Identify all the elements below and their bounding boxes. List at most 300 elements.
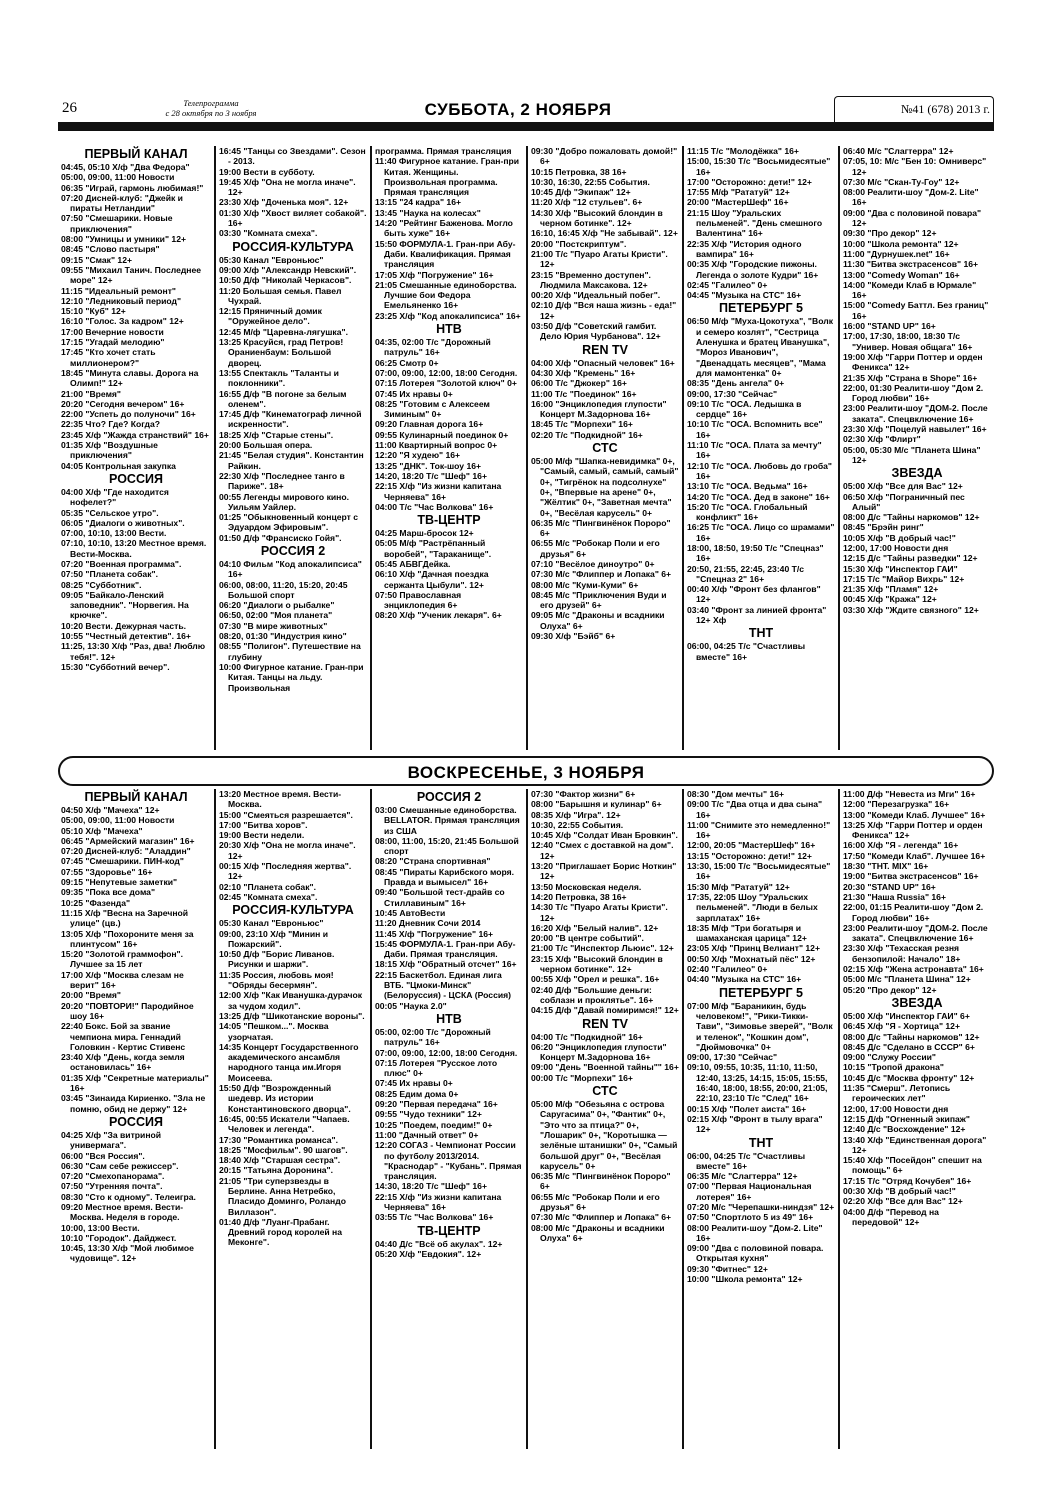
- program-item: 07:20 М/с "Черепашки-ниндзя" 12+: [687, 1201, 835, 1212]
- program-item: 14:20 Петровка, 38 16+: [531, 891, 627, 902]
- sunday-columns: [58, 789, 994, 1449]
- program-item: 06:05 "Диалоги о животных".: [61, 517, 185, 528]
- channel-heading: ПЕРВЫЙ КАНАЛ: [84, 790, 188, 804]
- header-subtitle: [156, 98, 266, 118]
- program-item: 04:00 Д/ф "Перевод на передовой" 12+: [843, 1206, 939, 1227]
- program-item: 15:20 Т/с "ОСА. Глобальный конфликт" 16+: [687, 501, 808, 523]
- program-item: 04:35, 02:00 Т/с "Дорожный патруль" 16+: [375, 337, 491, 358]
- program-item: 14:00 "Комеди Клаб в Юрмале" 16+: [843, 279, 977, 301]
- program-item: 16:25 Т/с "ОСА. Лицо со шрамами" 16+: [687, 522, 835, 543]
- program-item: 10:00 Фигурное катание. Гран-при Китая. Танцы на льду. Произвольная: [219, 661, 364, 693]
- program-item: 11:45 Х/ф "Погружение" 16+: [375, 928, 494, 939]
- program-item: 06:45 "Армейский магазин" 16+: [61, 835, 195, 846]
- program-item: 11:35 Россия, любовь моя! "Обряды бесермян".: [219, 969, 334, 991]
- program-item: 08:25 Едим дома 0+: [375, 1088, 459, 1099]
- program-item: 00:00 Т/с "Морпехи" 16+: [531, 1072, 633, 1083]
- program-item: 04:30 Х/ф "Кремень" 16+: [531, 367, 636, 378]
- program-item: 06:50 М/ф "Муха-Цокотуха", "Волк и семеро козлят", "Сестрица Аленушка и братец Иванушка", "Мороз Иванович", "Двенадцать месяцев", "Мама для мамонтенка" 0+: [687, 316, 834, 378]
- program-item: 15:40 Х/ф "Посейдон" спешит на помощь" 6+: [843, 1155, 982, 1176]
- program-item: 20:20 "Сегодня вечером" 16+: [61, 398, 185, 409]
- program-item: 09:20 "Первая передача" 16+: [375, 1099, 498, 1110]
- program-item: 23:15 Х/ф "Высокий блондин в черном ботинке". 12+: [531, 953, 663, 975]
- program-item: 19:00 Вести в субботу.: [219, 166, 315, 177]
- channel-heading: НТВ: [436, 1011, 462, 1026]
- program-item: 12:40 Д/с "Восхождение" 12+: [843, 1124, 966, 1135]
- program-item: 14:35 Концерт Государственного академического ансамбля народного танца им.Игоря Моисеева.: [219, 1041, 359, 1083]
- channel-heading: REN TV: [582, 342, 628, 357]
- program-item: 04:25 Марш-бросок 12+: [375, 528, 474, 539]
- program-item: 04:25 Х/ф "За витриной универмага".: [61, 1129, 162, 1151]
- program-item: 09:15 "Смак" 12+: [61, 254, 133, 265]
- program-item: 10:30, 22:55 События.: [531, 819, 624, 830]
- program-item: 11:00 "Дачный ответ" 0+: [375, 1129, 479, 1140]
- program-item: 00:50 Х/ф "Мохнатый пёс" 12+: [687, 953, 816, 964]
- program-item: 10:00 "Школа ремонта" 12+: [843, 238, 959, 249]
- program-item: 11:20 Дневник Сочи 2014: [375, 918, 481, 929]
- program-item: 08:45 "Пираты Карибского моря. Правда и вымысел" 16+: [375, 866, 515, 888]
- program-item: 16:00 "Энциклопедия глупости" Концерт М.Задорнова 16+: [531, 398, 667, 420]
- channel-heading: ТНТ: [748, 1135, 774, 1150]
- program-item: 23:30 Х/ф "Техасская резня бензопилой: Начало" 18+: [843, 943, 961, 964]
- program-item: 15:30 М/ф "Рататуй" 12+: [687, 881, 790, 892]
- channel-heading: РОССИЯ 2: [260, 543, 326, 558]
- program-item: 18:25 Х/ф "Старые стены".: [219, 429, 334, 440]
- program-item: 06:25 Смотр 0+: [375, 357, 439, 368]
- program-item: 05:00 Х/ф "Все для Вас" 12+: [843, 481, 963, 492]
- program-item: 07:45 Их нравы 0+: [375, 388, 453, 399]
- program-item: 02:40 "Галилео" 0+: [687, 964, 768, 975]
- program-item: 05:00, 09:00, 11:00 Новости: [61, 172, 175, 183]
- program-item: 07:50 "Планета собак".: [61, 569, 158, 580]
- program-item: 06:20 "Энциклопедия глупости" Концерт М.Задорнова 16+: [531, 1041, 667, 1063]
- program-item: 16:45, 00:55 Искатели "Чапаев. Человек и легенда".: [219, 1113, 350, 1135]
- program-item: 21:30 "Наша Russia" 16+: [843, 891, 946, 902]
- channel-heading: ТВ-ЦЕНТР: [417, 513, 481, 528]
- program-item: 22:40 Бокс. Бой за звание чемпиона мира. Геннадий Головкин - Кертис Стивенс: [61, 1021, 186, 1052]
- sunday-column: [214, 789, 370, 1449]
- channel-heading: ПЕТЕРБУРГ 5: [719, 301, 803, 316]
- program-item: 21:05 Смешанные единоборства. Лучшие бои Федора Емельяненко 16+: [375, 279, 517, 311]
- program-item: 11:25, 13:30 Х/ф "Раз, два! Люблю тебя!". 12+: [61, 641, 206, 662]
- program-item: 10:45 АвтоВести: [375, 907, 446, 918]
- program-item: 22:00, 01:30 Реалити-шоу "Дом 2. Город любви" 16+: [843, 382, 984, 404]
- program-item: 19:00 Вести недели.: [219, 830, 305, 841]
- program-item: 02:20 Х/ф "Все для Вас" 12+: [843, 1196, 963, 1207]
- program-item: 17:50 "Комеди Клаб". Лучшее 16+: [843, 850, 986, 861]
- program-item: 11:00 Квартирный вопрос 0+: [375, 440, 498, 451]
- program-item: 07:55 "Здоровье" 16+: [61, 866, 153, 877]
- program-item: 06:35 М/с "Слагтерра" 12+: [687, 1171, 798, 1182]
- program-item: 08:45 "Слово пастыря": [61, 244, 160, 255]
- program-item: 07:10, 10:10, 13:20 Местное время. Вести-Москва.: [61, 538, 207, 559]
- program-item: 09:05 "Байкало-Ленский заповедник". "Норвегия. На крючке".: [61, 589, 189, 621]
- program-item: 09:05 М/с "Драконы и всадники Олуха" 6+: [531, 610, 665, 631]
- program-item: 07:00 М/ф "Бараникин, будь человеком!", "Рики-Тикки-Тави", "Зимовье зверей", "Волк и теленок", "Кошкин дом", "Дюймовочка" 0+: [687, 1000, 833, 1052]
- channel-heading: REN TV: [582, 1016, 628, 1031]
- program-item: 23:30 Х/ф "Поцелуй навылет" 16+: [843, 424, 987, 435]
- program-item: 10:45 Д/ф "Экипаж" 12+: [531, 187, 631, 198]
- program-item: 13:40 Х/ф "Единственная дорога" 12+: [843, 1134, 987, 1155]
- program-item: 10:25 "Поедем, поедим!" 0+: [375, 1119, 493, 1130]
- program-item: 11:00 "Снимите это немедленно!" 16+: [687, 819, 831, 841]
- program-item: 10:20 Вести. Дежурная часть.: [61, 620, 186, 631]
- program-item: 11:15 Т/с "Молодёжка" 16+: [687, 146, 799, 156]
- program-item: 06:35 М/с "Пингвинёнок Пороро" 6+: [531, 1171, 671, 1192]
- program-item: 15:50 Д/ф "Возрожденный шедевр. Из истории Константиновского дворца".: [219, 1083, 351, 1114]
- program-item: 23:45 Х/ф "Жажда странствий" 16+: [61, 429, 209, 440]
- program-item: 10:05 Х/ф "В добрый час!": [843, 532, 956, 543]
- program-item: 02:15 Х/ф "Фронт в тылу врага" 12+: [687, 1113, 823, 1135]
- program-item: 12:10 Т/с "ОСА. Любовь до гроба" 16+: [687, 460, 833, 481]
- saturday-column: [682, 146, 838, 750]
- program-item: 13:45 "Наука на колесах": [375, 207, 481, 218]
- program-item: 08:25 "Субботник".: [61, 579, 142, 590]
- program-item: 16:00 "STAND UP" 16+: [843, 321, 936, 332]
- program-item: 09:00 "Два с половиной повара. Открытая кухня": [687, 1243, 824, 1264]
- program-item: 08:00 М/с "Драконы и всадники Олуха" 6+: [531, 1222, 665, 1243]
- program-item: 15:10 "Куб" 12+: [61, 306, 126, 317]
- program-item: 03:40 "Фронт за линией фронта" 12+ Хф: [687, 604, 827, 626]
- program-item: 01:50 Д/ф "Франсиско Гойя".: [219, 532, 342, 543]
- program-item: 08:45 Д/с "Сделано в СССР" 6+: [843, 1041, 975, 1052]
- program-item: 06:45 Х/ф "Я - Хортица" 12+: [843, 1021, 960, 1032]
- program-item: 21:35 Х/ф "Пламя" 12+: [843, 584, 939, 595]
- program-item: 19:45 Х/ф "Она не могла иначе". 12+: [219, 176, 356, 198]
- day-title-saturday: СУББОТА, 2 НОЯБРЯ: [424, 100, 612, 119]
- sunday-column: [838, 789, 994, 1449]
- program-item: 01:35 Х/ф "Воздушные приключения": [61, 440, 158, 461]
- program-item: 03:30 "Комната смеха".: [219, 228, 318, 239]
- program-item: 09:55 "Чудо техники" 12+: [375, 1109, 482, 1120]
- program-item: 01:35 Х/ф "Секретные материалы" 16+: [61, 1072, 209, 1094]
- program-item: 08:35 Х/ф "Игра". 12+: [531, 809, 621, 820]
- sunday-column: [58, 789, 214, 1449]
- program-item: 05:00, 05:30 М/с "Планета Шина" 12+: [843, 444, 981, 465]
- program-item: 10:00, 13:00 Вести.: [61, 1222, 140, 1233]
- program-item: 09:10, 09:55, 10:35, 11:10, 11:50, 12:40, 13:25, 14:15, 15:05, 15:55, 16:40, 18:00, 18:55, 20:00, 21:05, 22:10, 23:10 Т/с "След" 16+: [687, 1062, 828, 1104]
- program-item: 12:00, 17:00 Новости дня: [843, 542, 949, 553]
- program-item: 07:50 Православная энциклопедия 6+: [375, 589, 462, 611]
- program-item: 01:25 "Обыкновенный концерт с Эдуардом Эфировым".: [219, 512, 359, 533]
- program-item: 03:55 Т/с "Час Волкова" 16+: [375, 1212, 494, 1223]
- program-item: 15:00 "Comedy Баттл. Без границ" 16+: [843, 300, 989, 321]
- program-item: 13:50 Московская неделя.: [531, 881, 642, 892]
- program-item: 12:15 Д/с "Тайны разведки" 12+: [843, 553, 978, 564]
- program-item: 12:20 СОГАЗ - Чемпионат России по футболу 2013/2014. "Краснодар" - "Кубань". Прямая трансляция.: [375, 1140, 522, 1182]
- program-item: 16:55 Д/ф "В погоне за белым оленем".: [219, 388, 347, 409]
- channel-heading: РОССИЯ-КУЛЬТУРА: [232, 239, 354, 254]
- program-item: 02:10 Д/ф "Вся наша жизнь - еда!" 12+: [531, 300, 677, 321]
- program-item: 17:30 "Романтика романса".: [219, 1134, 338, 1145]
- program-item: 18:15 Х/ф "Обратный отсчет" 16+: [375, 959, 517, 970]
- program-item: 09:30 "Добро пожаловать домой!" 6+: [531, 146, 678, 167]
- program-item: 12:10 "Ледниковый период": [61, 295, 182, 306]
- program-item: 13:25 Д/ф "Шикотанские вороны".: [219, 1010, 365, 1021]
- program-item: 10:10 "Городок". Дайджест.: [61, 1232, 177, 1243]
- program-item: 06:00, 04:25 Т/с "Счастливы вместе" 16+: [687, 1150, 806, 1171]
- program-item: 22:30 Х/ф "Последнее танго в Париже". 18+: [219, 470, 345, 492]
- program-item: 11:10 Т/с "ОСА. Плата за мечту" 16+: [687, 440, 822, 461]
- program-item: 12:00 Х/ф "Как Иванушка-дурачок за чудом ходил".: [219, 990, 363, 1011]
- program-item: 09:40 "Большой тест-драйв со Стиллавиным" 16+: [375, 887, 505, 908]
- program-item: 19:00 "Битва экстрасенсов" 16+: [843, 871, 979, 882]
- program-item: 05:10 Х/ф "Мачеха": [61, 825, 143, 836]
- program-item: 09:10 Т/с "ОСА. Ледышка в сердце" 16+: [687, 398, 802, 420]
- program-item: 16:45 "Танцы со Звездами". Сезон - 2013.: [219, 146, 366, 167]
- program-item: 16:10, 16:45 Х/ф "Не забывай". 12+: [531, 228, 678, 239]
- program-item: 13:00 "Comedy Woman" 16+: [843, 269, 960, 280]
- program-item: 23:40 Х/ф "День, когда земля остановилась" 16+: [61, 1052, 185, 1073]
- program-item: 22:15 Х/ф "Из жизни капитана Черняева" 16+: [375, 1191, 502, 1212]
- program-item: 21:00 Т/с "Инспектор Льюис". 12+: [531, 943, 674, 954]
- program-item: 10:10 Т/с "ОСА. Вспомнить все" 16+: [687, 419, 823, 440]
- program-item: 04:45 "Музыка на СТС" 16+: [687, 290, 802, 301]
- program-item: 14:05 "Пешком...". Москва узорчатая.: [219, 1021, 329, 1042]
- program-item: 08:30 "Сто к одному". Телеигра.: [61, 1191, 196, 1202]
- program-item: 06:35 М/с "Пингвинёнок Пороро" 6+: [531, 517, 671, 539]
- program-item: 15:50 ФОРМУЛА-1. Гран-при Абу-Даби. Квалификация. Прямая трансляция: [375, 238, 516, 270]
- program-item: 11:20 Х/ф "12 стульев". 6+: [531, 197, 643, 208]
- program-item: 09:00, 23:10 Х/ф "Минин и Пожарский".: [219, 928, 328, 949]
- program-item: 16:00 Х/ф "Я - легенда" 16+: [843, 840, 959, 851]
- program-item: 09:30 "Про декор" 12+: [843, 228, 937, 239]
- program-item: 22:00 "Успеть до полуночи" 16+: [61, 409, 196, 420]
- channel-heading: ТВ-ЦЕНТР: [417, 1223, 481, 1238]
- program-item: 00:15 Х/ф "Последняя жертва". 12+: [219, 861, 352, 882]
- program-item: 10:15 Петровка, 38 16+: [531, 166, 627, 177]
- program-item: 21:15 Шоу "Уральских пельменей". "День смешного Валентина" 16+: [687, 207, 823, 239]
- header-rule: [58, 122, 994, 131]
- program-item: 20:30 "STAND UP" 16+: [843, 881, 936, 892]
- sunday-column: [682, 789, 838, 1449]
- program-item: 09:55 Кулинарный поединок 0+: [375, 429, 509, 440]
- program-item: 04:40 "Музыка на СТС" 16+: [687, 974, 802, 985]
- program-item: 06:55 М/с "Робокар Поли и его друзья" 6+: [531, 538, 660, 559]
- program-item: 21:35 Х/ф "Страна в Shope" 16+: [843, 372, 978, 383]
- program-item: 07:00, 09:00, 12:00, 18:00 Сегодня.: [375, 367, 518, 378]
- program-item: 08:00 Д/с "Тайны наркомов" 12+: [843, 1031, 980, 1042]
- program-item: 07:30 "Фактор жизни" 6+: [531, 789, 636, 799]
- program-item: 09:00 "Два с половиной повара" 12+: [843, 207, 982, 229]
- program-item: 20:00 "Время": [61, 990, 122, 1001]
- program-item: 14:20, 18:20 Т/с "Шеф" 16+: [375, 470, 487, 481]
- program-item: 03:45 "Зинаида Кириенко. "Зла не помню, обид не держу" 12+: [61, 1093, 206, 1114]
- program-item: 02:45 "Комната смеха".: [219, 891, 318, 902]
- program-item: 04:00 Х/ф "Где находится нофелет?": [61, 486, 169, 508]
- sunday-column: [526, 789, 682, 1449]
- program-item: 00:30 Х/ф "В добрый час!": [843, 1185, 956, 1196]
- program-item: 04:00 Т/с "Подкидной" 16+: [531, 1031, 643, 1042]
- program-item: 13:20 "Приглашает Борис Ноткин" 12+: [531, 861, 677, 882]
- channel-heading: РОССИЯ 2: [416, 790, 482, 804]
- program-item: 22:35 Х/ф "История одного вампира" 16+: [687, 238, 802, 259]
- program-item: 00:15 Х/ф "Полет аиста" 16+: [687, 1103, 807, 1114]
- program-item: 21:00 Т/с "Пуаро Агаты Кристи". 12+: [531, 248, 668, 270]
- program-item: 08:00, 11:00, 15:20, 21:45 Большой спорт: [375, 835, 519, 857]
- program-item: 17:00 "Осторожно: дети!" 12+: [687, 176, 812, 187]
- program-item: 06:55 М/с "Робокар Поли и его друзья" 6+: [531, 1191, 660, 1212]
- program-item: 11:30 "Битва экстрасенсов" 16+: [843, 259, 979, 270]
- program-item: 05:00 М/ф "Обезьяна с острова Саругасима" 0+, "Фантик" 0+, "Это что за птица?" 0+, "Лошарик" 0+, "Коротышка — зелёные штанишки" 0+, "Самый большой друг" 0+, "Весёлая карусель" 0+: [531, 1099, 678, 1171]
- program-item: 06:40 М/с "Слагтерра" 12+: [843, 146, 954, 156]
- program-item: 05:00, 02:00 Т/с "Дорожный патруль" 16+: [375, 1026, 491, 1048]
- program-item: 09:00 "Служу России": [843, 1052, 936, 1063]
- program-item: 18:30 "ТНТ. MIX" 16+: [843, 861, 929, 872]
- program-item: 18:00, 18:50, 19:50 Т/с "Спецназ" 16+: [687, 542, 824, 564]
- program-item: 12:45 М/ф "Царевна-лягушка".: [219, 326, 348, 337]
- saturday-column: [838, 146, 994, 750]
- program-item: 04:45, 05:10 Х/ф "Два Федора": [61, 162, 190, 172]
- program-item: 22:15 Х/ф "Из жизни капитана Черняева" 16+: [375, 481, 502, 502]
- program-item: 08:20, 01:30 "Индустрия кино": [219, 631, 347, 642]
- program-item: 03:30 Х/ф "Ждите связного" 12+: [843, 604, 979, 615]
- program-item: 06:00 "Вся Россия".: [61, 1150, 145, 1161]
- program-item: 10:50 Д/ф "Борис Ливанов. Рисунки и шаржи".: [219, 949, 335, 970]
- program-item: 07:05, 10: М/с "Бен 10: Омниверс" 12+: [843, 156, 987, 177]
- program-item: 06:20 "Диалоги о рыбалке": [219, 600, 335, 611]
- program-item: 17:15 Т/с "Майор Вихрь" 12+: [843, 573, 965, 584]
- program-item: 11:20 Большая семья. Павел Чухрай.: [219, 285, 342, 306]
- program-item: 08:25 "Готовим с Алексеем Зиминым" 0+: [375, 398, 490, 420]
- program-item: 17:05 Х/ф "Погружение" 16+: [375, 269, 494, 280]
- program-item: 14:30 Т/с "Пуаро Агаты Кристи". 12+: [531, 902, 668, 923]
- saturday-column: [214, 146, 370, 750]
- program-item: 07:00, 09:00, 12:00, 18:00 Сегодня.: [375, 1047, 518, 1058]
- program-item: 03:50 Д/ф "Советский гамбит. Дело Юрия Чурбанова". 12+: [531, 321, 661, 342]
- program-item: 15:20 "Золотой граммофон". Лучшее за 15 лет: [61, 949, 184, 970]
- program-item: 10:55 "Честный детектив". 16+: [61, 631, 191, 642]
- program-item: 05:20 "Про декор" 12+: [843, 984, 937, 995]
- program-item: 05:05 М/ф "Растрёпанный воробей", "Тараканище".: [375, 538, 492, 559]
- program-item: 00:45 Х/ф "Кража" 12+: [843, 594, 937, 605]
- program-item: 20:00 Большая опера.: [219, 440, 313, 451]
- channel-heading: СТС: [592, 441, 618, 456]
- program-item: 18:45 "Минута славы. Дорога на Олимп!" 12+: [61, 367, 199, 389]
- program-item: 02:20 Т/с "Подкидной" 16+: [531, 429, 643, 440]
- program-item: 11:35 "Смерш". Летопись героических лет": [843, 1083, 951, 1104]
- program-item: 13:30, 15:00 Т/с "Восьмидесятые" 16+: [687, 861, 831, 882]
- program-item: программа. Прямая трансляция: [375, 146, 512, 156]
- program-item: 13:10 Т/с "ОСА. Ведьма" 16+: [687, 481, 808, 492]
- program-item: 23:05 Х/ф "Принц Велиант" 12+: [687, 943, 820, 954]
- program-item: 07:20 "Смехопанорама".: [61, 1171, 165, 1182]
- program-item: 03:00 Смешанные единоборства. BELLATOR. Прямая трансляция из США: [375, 805, 520, 836]
- saturday-column: [526, 146, 682, 750]
- program-item: 10:45, 13:30 Х/ф "Мой любимое чудовище". 12+: [61, 1243, 194, 1264]
- program-item: 09:30 "Фитнес" 12+: [687, 1263, 768, 1274]
- program-item: 05:30 Канал "Евроньюс": [219, 918, 324, 929]
- program-item: 14:30 Х/ф "Высокий блондин в черном ботинке". 12+: [531, 207, 663, 229]
- program-item: 00:35 Х/ф "Городские пижоны. Легенда о золоте Кудри" 16+: [687, 259, 819, 280]
- program-item: 02:45 "Галилео" 0+: [687, 279, 768, 290]
- program-item: 20:00 "В центре событий".: [531, 933, 644, 944]
- program-item: 11:40 Фигурное катание. Гран-при Китая. Женщины. Произвольная программа. Прямая трансляция: [375, 156, 520, 198]
- program-item: 22:35 Что? Где? Когда?: [61, 419, 161, 430]
- program-item: 13:05 Х/ф "Похороните меня за плинтусом" 16+: [61, 928, 194, 949]
- program-item: 22:15 Баскетбол. Единая лига ВТБ. "Цмоки-Минск" (Белоруссия) - ЦСКА (Россия): [375, 969, 512, 1001]
- program-item: 07:10 "Весёлое диноутро" 0+: [531, 558, 655, 569]
- program-item: 00:40 Х/ф "Фронт без флангов" 12+: [687, 584, 821, 605]
- program-item: 09:00 "День "Военной тайны"" 16+: [531, 1062, 679, 1073]
- program-item: 00:20 Х/ф "Идеальный побег".: [531, 290, 661, 301]
- program-item: 07:50 "Спортлото 5 из 49" 16+: [687, 1212, 814, 1223]
- program-item: 10:30, 16:30, 22:55 События.: [531, 176, 650, 187]
- program-item: 15:00, 15:30 Т/с "Восьмидесятые" 16+: [687, 156, 831, 177]
- program-item: 19:00 Х/ф "Гарри Поттер и орден Феникса" 12+: [843, 351, 983, 373]
- program-item: 12:00 "Перезагрузка" 16+: [843, 799, 950, 810]
- program-item: 13:25 "ДНК". Ток-шоу 16+: [375, 460, 482, 471]
- channel-heading: РОССИЯ: [109, 471, 163, 486]
- program-item: 17:00 "Битва хоров".: [219, 819, 308, 830]
- channel-heading: РОССИЯ: [109, 1114, 163, 1129]
- program-item: 05:45 АБВГДейка.: [375, 558, 451, 569]
- program-item: 20:15 "Татьяна Доронина".: [219, 1165, 334, 1176]
- program-item: 06:30 "Сам себе режиссер".: [61, 1160, 179, 1171]
- program-item: 07:15 Лотерея "Русское лото плюс" 0+: [375, 1057, 498, 1079]
- program-item: 08:00 Реалити-шоу "Дом-2. Lite" 16+: [843, 187, 979, 208]
- program-item: 09:20 Главная дорога 16+: [375, 419, 484, 430]
- channel-heading: ТНТ: [748, 626, 774, 641]
- program-item: 17:00 Х/ф "Москва слезам не верит" 16+: [61, 969, 184, 991]
- program-item: 08:55 "Полигон". Путешествие на глубину: [219, 641, 361, 662]
- program-item: 07:30 М/с "Флиппер и Лопака" 6+: [531, 1212, 672, 1223]
- program-item: 09:15 "Непутевые заметки": [61, 877, 178, 888]
- program-item: 20:00 "МастерШеф" 16+: [687, 197, 789, 208]
- program-item: 22:00, 01:15 Реалити-шоу "Дом 2. Город любви" 16+: [843, 902, 984, 923]
- program-item: 06:10 Х/ф "Дачная поездка сержанта Цыбули". 12+: [375, 569, 489, 590]
- program-item: 07:45 Их нравы 0+: [375, 1078, 453, 1089]
- program-item: 00:55 Х/ф "Орел и решка". 16+: [531, 974, 660, 985]
- program-item: 08:00 Реалити-шоу "Дом-2. Lite" 16+: [687, 1222, 823, 1243]
- channel-heading: НТВ: [436, 322, 462, 337]
- program-item: 05:30 Канал "Евроньюс": [219, 254, 324, 265]
- header-subtitle-line1: Телепрограмма: [183, 98, 239, 108]
- program-item: 17:45 "Кто хочет стать миллионером?": [61, 347, 156, 368]
- program-item: 23:30 Х/ф "Доченька моя". 12+: [219, 197, 349, 208]
- program-item: 09:00, 17:30 "Сейчас": [687, 1052, 778, 1063]
- program-item: 20:50, 21:55, 22:45, 23:40 Т/с "Спецназ 2" 16+: [687, 563, 805, 584]
- channel-heading: РОССИЯ-КУЛЬТУРА: [232, 903, 354, 918]
- program-item: 18:35 М/ф "Три богатыря и шамаханская царица" 12+: [687, 922, 807, 944]
- program-item: 07:20 "Военная программа".: [61, 558, 182, 569]
- program-item: 10:45 Х/ф "Солдат Иван Бровкин".: [531, 830, 678, 841]
- program-item: 01:30 Х/ф "Хвост виляет собакой". 16+: [219, 207, 367, 229]
- program-item: 13:00 "Комеди Клаб. Лучшее" 16+: [843, 809, 986, 820]
- program-item: 12:00, 17:00 Новости дня: [843, 1103, 949, 1114]
- program-item: 08:35 "День ангела" 0+: [687, 378, 785, 389]
- program-item: 08:45 М/с "Приключения Вуди и его друзей" 6+: [531, 589, 667, 611]
- program-item: 04:50 Х/ф "Мачеха" 12+: [61, 805, 160, 815]
- program-item: 06:50 Х/ф "Пограничный пес Алый": [843, 491, 965, 512]
- program-item: 17:15 "Угадай мелодию": [61, 337, 165, 348]
- program-item: 17:00, 17:30, 18:00, 18:30 Т/с "Универ. Новая общага" 16+: [843, 331, 973, 352]
- program-item: 11:15 Х/ф "Весна на Заречной улице" (цв.): [61, 907, 189, 929]
- program-item: 23:15 "Временно доступен". Людмила Максакова. 12+: [531, 269, 651, 290]
- program-item: 10:45 Д/с "Москва фронту" 12+: [843, 1072, 975, 1083]
- channel-heading: ПЕТЕРБУРГ 5: [719, 985, 803, 1000]
- program-item: 13:55 Спектакль "Таланты и поклонники".: [219, 367, 339, 389]
- program-item: 04:05 Контрольная закупка: [61, 460, 176, 471]
- program-item: 07:50 "Смешарики. Новые приключения": [61, 213, 173, 234]
- program-item: 15:30 "Субботний вечер".: [61, 661, 170, 672]
- program-item: 02:40 Д/ф "Большие деньги: соблазн и проклятье". 16+: [531, 984, 654, 1005]
- program-item: 08:00 "Умницы и умники" 12+: [61, 234, 186, 245]
- program-item: 09:00, 17:30 "Сейчас": [687, 388, 778, 399]
- program-item: 08:00 М/с "Куми-Куми" 6+: [531, 579, 639, 590]
- program-item: 20:30 Х/ф "Она не могла иначе". 12+: [219, 840, 356, 861]
- saturday-column: [58, 146, 214, 750]
- program-item: 12:15 Пряничный домик "Оружейное дело".: [219, 306, 322, 327]
